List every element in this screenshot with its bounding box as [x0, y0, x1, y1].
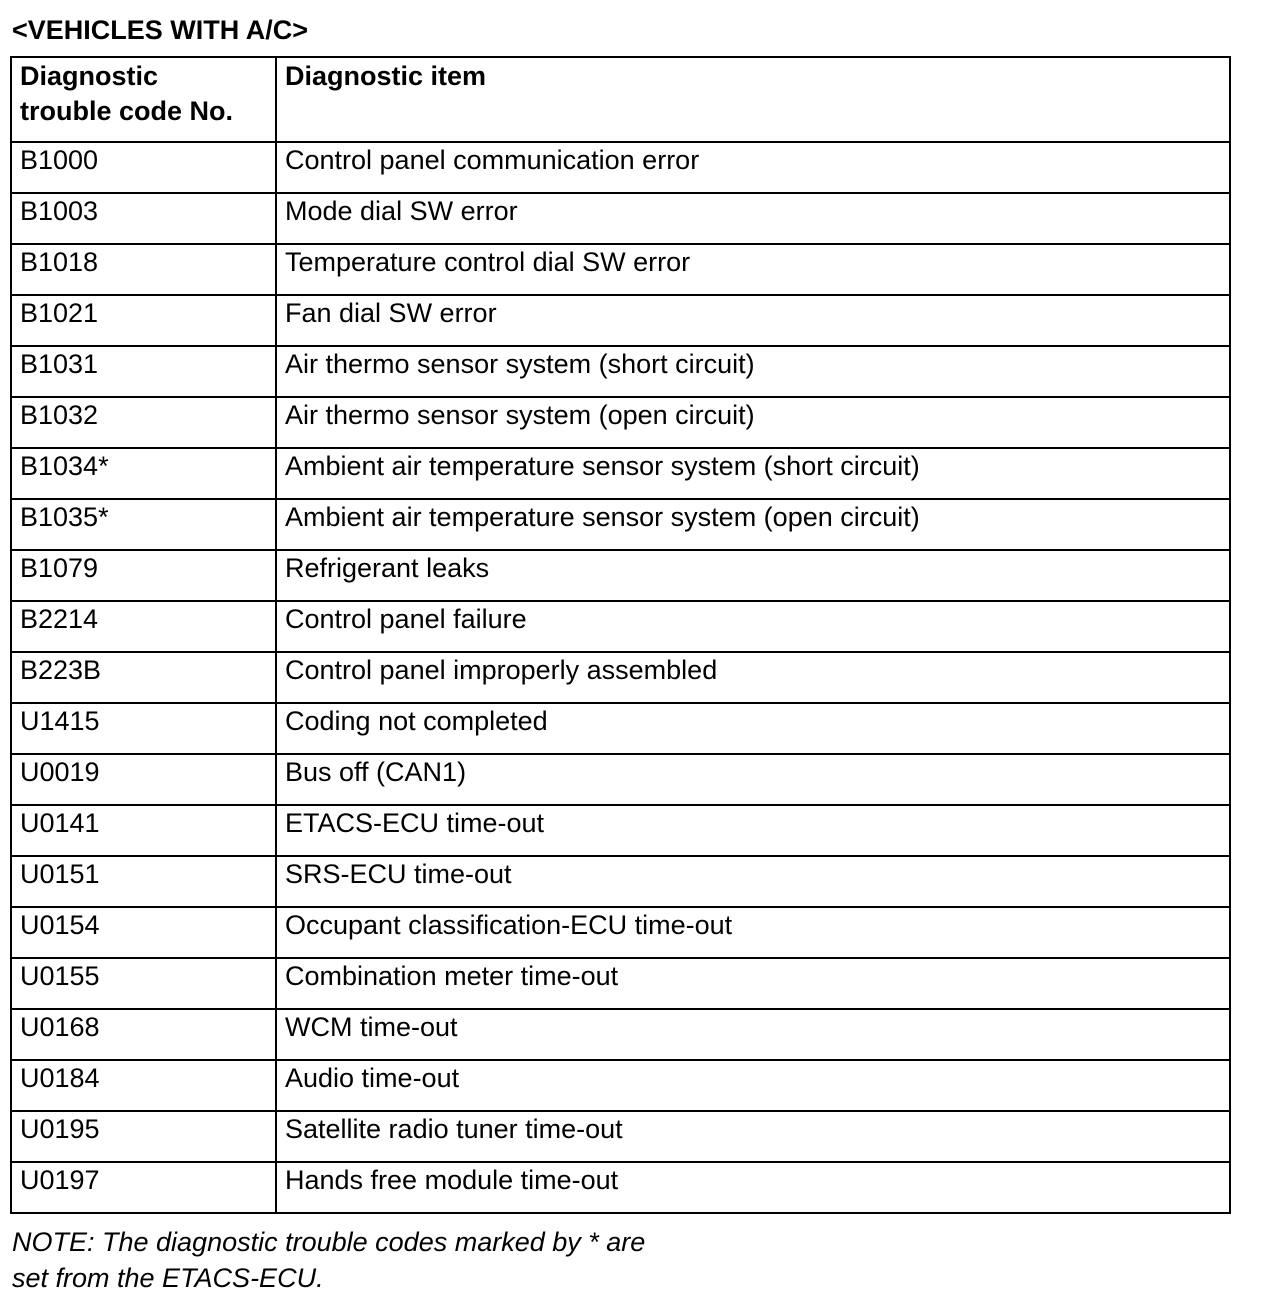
dtc-item-cell: ETACS-ECU time-out	[276, 805, 1230, 856]
table-row	[11, 1009, 1230, 1060]
dtc-item-cell: Control panel improperly assembled	[276, 652, 1230, 703]
dtc-item-cell: Fan dial SW error	[276, 295, 1230, 346]
header-code	[11, 57, 276, 142]
dtc-code-cell: U0019	[11, 754, 276, 805]
footnote-line2: set from the ETACS-ECU.	[12, 1263, 324, 1293]
dtc-code-cell: U0195	[11, 1111, 276, 1162]
table-row	[11, 397, 1230, 448]
header-code-line2: trouble code No.	[20, 96, 234, 126]
table-row	[11, 754, 1230, 805]
dtc-code-cell: U0168	[11, 1009, 276, 1060]
table-row	[11, 448, 1230, 499]
dtc-item-cell: Occupant classification-ECU time-out	[276, 907, 1230, 958]
dtc-item-cell: WCM time-out	[276, 1009, 1230, 1060]
table-row	[11, 652, 1230, 703]
table-row	[11, 142, 1230, 193]
dtc-item-cell: Mode dial SW error	[276, 193, 1230, 244]
table-row	[11, 601, 1230, 652]
dtc-code-cell: U0141	[11, 805, 276, 856]
dtc-code-cell: U0197	[11, 1162, 276, 1213]
table-row	[11, 958, 1230, 1009]
dtc-code-cell: B1079	[11, 550, 276, 601]
dtc-item-cell: Satellite radio tuner time-out	[276, 1111, 1230, 1162]
dtc-code-cell: B1021	[11, 295, 276, 346]
dtc-item-cell: Bus off (CAN1)	[276, 754, 1230, 805]
table-row	[11, 193, 1230, 244]
footnote-line1: NOTE: The diagnostic trouble codes marked by * are	[12, 1227, 646, 1257]
dtc-item-cell: Hands free module time-out	[276, 1162, 1230, 1213]
dtc-table	[10, 56, 1231, 1214]
table-row	[11, 550, 1230, 601]
dtc-code-cell: U0154	[11, 907, 276, 958]
table-header-row	[11, 57, 1230, 142]
dtc-code-cell: B1031	[11, 346, 276, 397]
dtc-item-cell: Ambient air temperature sensor system (open circuit)	[276, 499, 1230, 550]
dtc-item-cell: Air thermo sensor system (open circuit)	[276, 397, 1230, 448]
dtc-item-cell: Air thermo sensor system (short circuit)	[276, 346, 1230, 397]
dtc-code-cell: B1034*	[11, 448, 276, 499]
dtc-item-cell: Ambient air temperature sensor system (short circuit)	[276, 448, 1230, 499]
footnote	[12, 1224, 645, 1296]
table-row	[11, 1162, 1230, 1213]
dtc-code-cell: U0151	[11, 856, 276, 907]
dtc-code-cell: B1018	[11, 244, 276, 295]
table-row	[11, 295, 1230, 346]
dtc-code-cell: B1003	[11, 193, 276, 244]
table-row	[11, 244, 1230, 295]
page-title: <VEHICLES WITH A/C>	[12, 15, 309, 45]
dtc-code-cell: B1000	[11, 142, 276, 193]
dtc-code-cell: U1415	[11, 703, 276, 754]
dtc-item-cell: Control panel failure	[276, 601, 1230, 652]
table-body	[11, 142, 1230, 1213]
dtc-code-cell: U0155	[11, 958, 276, 1009]
table-row	[11, 1111, 1230, 1162]
header-item: Diagnostic item	[276, 57, 1230, 142]
dtc-code-cell: B1032	[11, 397, 276, 448]
table-row	[11, 1060, 1230, 1111]
dtc-code-cell: U0184	[11, 1060, 276, 1111]
table-row	[11, 499, 1230, 550]
table-row	[11, 703, 1230, 754]
dtc-item-cell: Combination meter time-out	[276, 958, 1230, 1009]
dtc-item-cell: Refrigerant leaks	[276, 550, 1230, 601]
header-code-line1: Diagnostic	[20, 61, 159, 91]
table-row	[11, 907, 1230, 958]
dtc-item-cell: Audio time-out	[276, 1060, 1230, 1111]
dtc-item-cell: Temperature control dial SW error	[276, 244, 1230, 295]
table-row	[11, 856, 1230, 907]
dtc-code-cell: B223B	[11, 652, 276, 703]
table-row	[11, 805, 1230, 856]
dtc-item-cell: SRS-ECU time-out	[276, 856, 1230, 907]
dtc-code-cell: B2214	[11, 601, 276, 652]
table-row	[11, 346, 1230, 397]
dtc-item-cell: Control panel communication error	[276, 142, 1230, 193]
dtc-item-cell: Coding not completed	[276, 703, 1230, 754]
dtc-code-cell: B1035*	[11, 499, 276, 550]
